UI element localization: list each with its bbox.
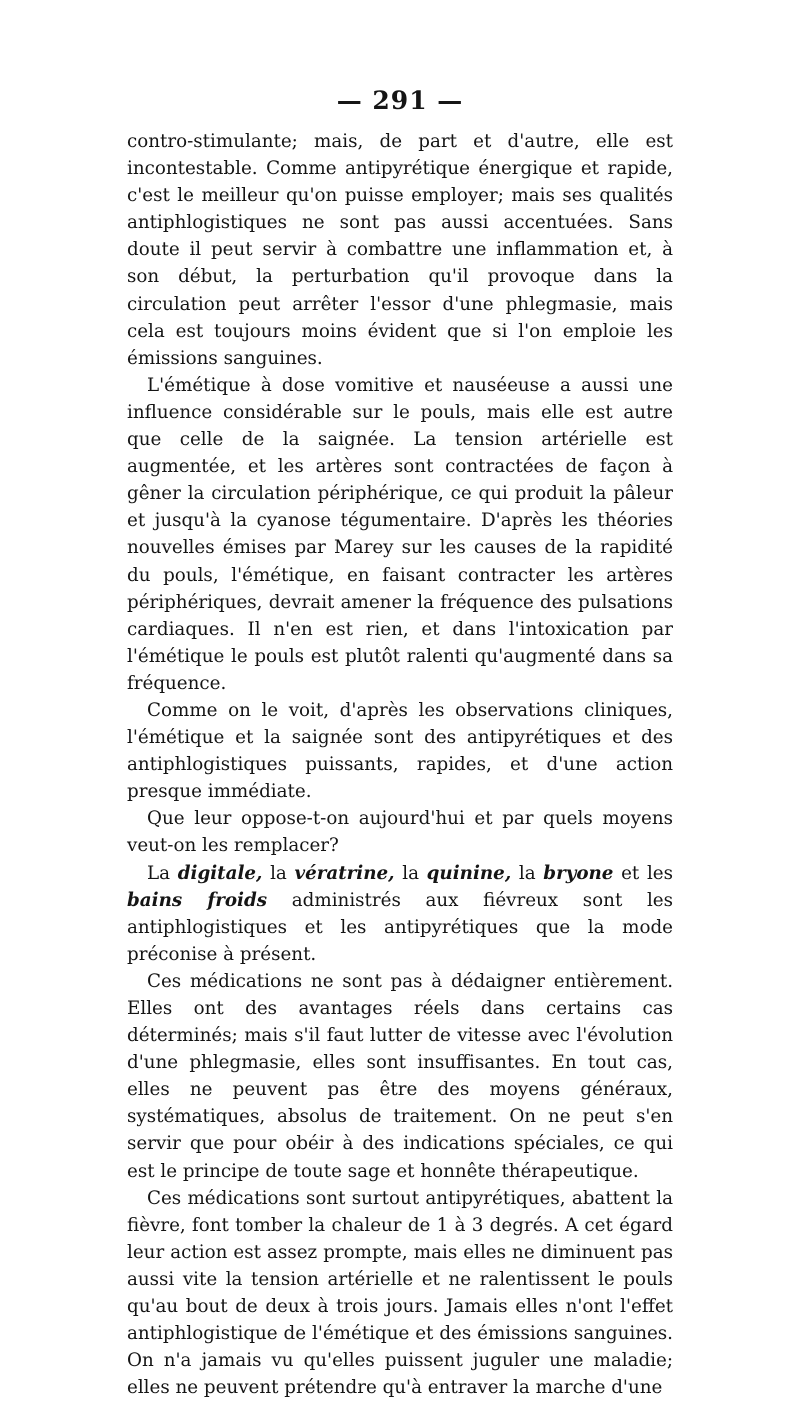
paragraph-1: contro-stimulante; mais, de part et d'autre, elle est incontestable. Comme antipyrétique énergique et rapide, c'est le meilleur qu'on puisse employer; mais ses qualités antiphlogistiques ne sont pas aussi accentuées. Sans doute il peut servir à combattre une inflammation et, à son début, la perturbation qu'il provoque dans la circulation peut arrêter l'essor d'une phlegmasie, mais cela est toujours moins évident que si l'on emploie les émissions sanguines. [127,131,673,369]
paragraph-5-text: la [262,862,295,884]
paragraph-6: Ces médications ne sont pas à dédaigner entièrement. Elles ont des avantages réels dans certains cas déterminés; mais s'il faut lutter de vitesse avec l'évolution d'une phlegmasie, elles sont insuffisantes. En tout cas, elles ne peuvent pas être des moyens généraux, systématiques, absolus de traitement. On ne peut s'en servir que pour obéir à des indications spéciales, ce qui est le principe de toute sage et honnête thérapeutique. [127,970,673,1182]
paragraph-7: Ces médications sont surtout antipyrétiques, abattent la fièvre, font tomber la chaleur de 1 à 3 degrés. A cet égard leur action est assez prompte, mais elles ne diminuent pas aussi vite la tension artérielle et ne ralentissent le pouls qu'au bout de deux à trois jours. Jamais elles n'ont l'effet antiphlogistique de l'émétique et des émissions sanguines. On n'a jamais vu qu'elles puissent juguler une maladie; elles ne peuvent prétendre qu'à entraver la marche d'une [127,1187,673,1399]
paragraph-4: Que leur oppose-t-on aujourd'hui et par quels moyens veut-on les remplacer? [127,808,673,857]
paragraph-5-text: la [511,862,544,884]
page-number: — 291 — [336,86,464,115]
paragraph-5-text: la [394,862,427,884]
term-bains-froids: bains froids [127,889,268,911]
body-text [127,128,673,1401]
term-quinine: quinine, [426,862,512,884]
paragraph-5-text: administrés aux fiévreux sont les antiphlogistiques et les antipyrétiques que la mode préconise à présent. [127,889,673,965]
term-veratrine: vératrine, [294,862,395,884]
paragraph-3: Comme on le voit, d'après les observations cliniques, l'émétique et la saignée sont des antipyrétiques et des antiphlogistiques puissants, rapides, et d'une action presque immédiate. [127,699,673,803]
paragraph-5-text: et les [613,862,673,884]
term-bryone: bryone [543,862,614,884]
paragraph-5 [127,860,673,968]
term-digitale: digitale, [177,862,263,884]
paragraph-5-text: La [147,862,178,884]
paragraph-2: L'émétique à dose vomitive et nauséeuse a aussi une influence considérable sur le pouls, mais elle est autre que celle de la saignée. La tension artérielle est augmentée, et les artères sont contractées de façon à gêner la circulation périphérique, ce qui produit la pâleur et jusqu'à la cyanose tégumentaire. D'après les théories nouvelles émises par Marey sur les causes de la rapidité du pouls, l'émétique, en faisant contracter les artères périphériques, devrait amener la fréquence des pulsations cardiaques. Il n'en est rien, et dans l'intoxication par l'émétique le pouls est plutôt ralenti qu'augmenté dans sa fréquence. [127,374,673,694]
